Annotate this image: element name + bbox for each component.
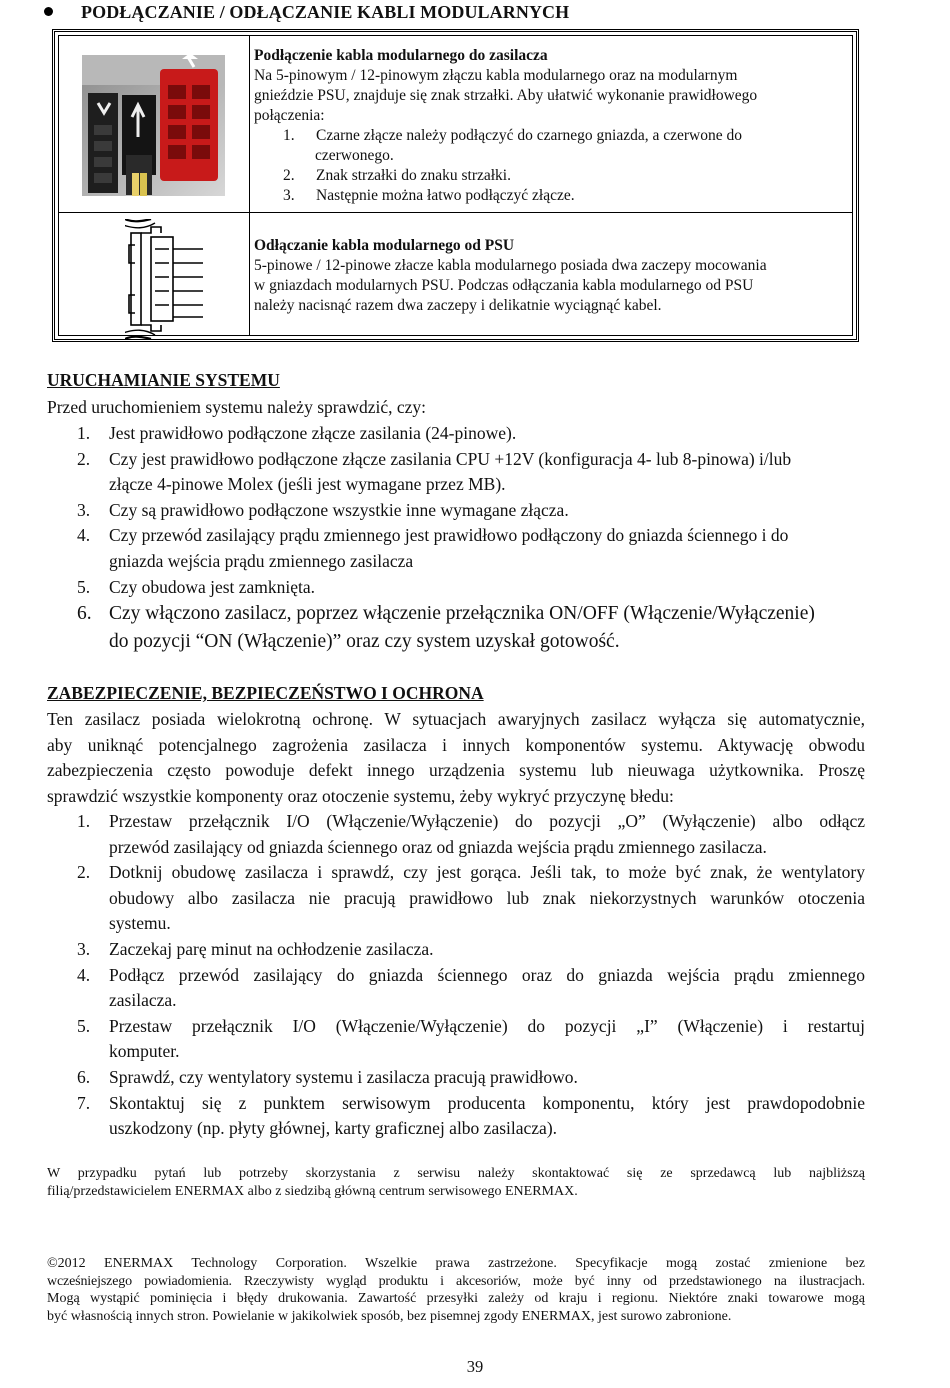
list-item bbox=[254, 186, 757, 206]
text-line: zasilacza. bbox=[109, 990, 177, 1011]
list-item bbox=[47, 860, 865, 937]
item-number: 4. bbox=[77, 525, 91, 546]
item-number: 6. bbox=[77, 1066, 91, 1087]
connect-instructions bbox=[254, 46, 757, 206]
list-item bbox=[47, 937, 865, 963]
text-line: ©2012 ENERMAX Technology Corporation. Wszelkie prawa zastrzeżone. Specyfikacje mogą zostać zmienione bez bbox=[47, 1256, 865, 1271]
page-number: 39 bbox=[466, 1357, 484, 1376]
text-line: wcześniejszego powiadomienia. Rzeczywisty wygląd produktu i akcesoriów, może być inny od przedstawionego na ilustracjach. bbox=[47, 1273, 865, 1289]
contact-note bbox=[47, 1165, 865, 1200]
list-item bbox=[254, 166, 757, 186]
connect-steps bbox=[254, 126, 757, 206]
text-line: obudowy albo zasilacza nie pracują prawidłowo lub znak niekorzystnych warunków otoczenia bbox=[109, 887, 865, 908]
text-line: Czy włączono zasilacz, poprzez włączenie przełącznika ON/OFF (Włączenie/Wyłączenie) bbox=[109, 603, 815, 625]
text-line: gniazda wejścia prądu zmiennego zasilacza bbox=[109, 550, 414, 571]
item-number: 7. bbox=[77, 1092, 91, 1113]
text-line: być własnością innych stron. Powielanie w jakikolwiek sposób, bez pisemnej zgody ENERMAX, jest surowo zabronione. bbox=[47, 1308, 732, 1324]
text-line: Mogą wystąpić pominięcia i błędy drukowania. Zawartość przesyłki zależy od kraju i regionu. Niektóre znaki towarowe mogą bbox=[47, 1291, 865, 1306]
text-line: Na 5-pinowym / 12-pinowym złączu kabla modularnego oraz na modularnym bbox=[254, 67, 738, 84]
item-number: 3. bbox=[77, 499, 91, 520]
list-item bbox=[47, 421, 865, 447]
text-line: należy nacisnąć razem dwa zaczepy i delikatnie wyciągnąć kabel. bbox=[254, 297, 662, 314]
text-line: sprawdzić wszystkie komponenty oraz otoczenie systemu, żeby wykryć przyczynę błedu: bbox=[47, 785, 674, 806]
item-number: 3. bbox=[283, 187, 295, 204]
item-number: 5. bbox=[77, 1015, 91, 1036]
item-number: 1. bbox=[77, 423, 91, 443]
item-number: 4. bbox=[77, 964, 91, 985]
disconnect-title: Odłączanie kabla modularnego od PSU bbox=[254, 237, 515, 254]
text-line: zabezpieczenia często powoduje defekt innego urządzenia systemu lub nieuwaga użytkownika. Proszę bbox=[47, 760, 865, 781]
list-item bbox=[47, 1065, 865, 1091]
text-line: Znak strzałki do znaku strzałki. bbox=[316, 167, 511, 184]
item-number: 2. bbox=[77, 448, 91, 469]
text-line: Ten zasilacz posiada wielokrotną ochronę. W sytuacjach awaryjnych zasilacz wyłącza się automatycznie, bbox=[47, 709, 865, 729]
text-line: Dotknij obudowę zasilacza i sprawdź, czy jest gorąca. Jeśli tak, to może być znak, że wentylatory bbox=[109, 862, 865, 883]
text-line: W przypadku pytań lub potrzeby skorzystania z serwisu należy skontaktować się ze sprzedawcą lub najbliższą bbox=[47, 1166, 865, 1181]
list-item bbox=[47, 575, 865, 601]
list-item bbox=[254, 126, 757, 166]
text-line: Podłącz przewód zasilający do gniazda ściennego oraz do gniazda wejścia prądu zmiennego bbox=[109, 964, 865, 985]
text-line: połączenia: bbox=[254, 107, 325, 124]
protection-checklist bbox=[47, 809, 865, 1142]
text-line: Czy są prawidłowo podłączone wszystkie inne wymagane złącza. bbox=[109, 499, 569, 520]
text-line: uszkodzony (np. płyty głównej, karty graficznej albo zasilacza). bbox=[109, 1118, 558, 1139]
text-line: gnieździe PSU, znajduje się znak strzałki. Aby ułatwić wykonanie prawidłowego bbox=[254, 87, 758, 104]
text-line: czerwonego. bbox=[315, 147, 394, 164]
list-item bbox=[47, 963, 865, 1014]
list-item bbox=[47, 809, 865, 860]
text-line: filią/przedstawicielem ENERMAX albo z siedzibą główną centrum serwisowego ENERMAX. bbox=[47, 1183, 578, 1199]
list-item bbox=[47, 447, 865, 498]
text-line: Czarne złącze należy podłączyć do czarnego gniazda, a czerwone do bbox=[316, 127, 742, 144]
section-heading-modular-cables bbox=[44, 2, 569, 23]
connector-photo bbox=[82, 55, 225, 196]
startup-checklist bbox=[47, 421, 865, 656]
text-line: Następnie można łatwo podłączyć złącze. bbox=[316, 187, 575, 204]
disconnect-instructions bbox=[254, 236, 767, 316]
copyright-notice bbox=[47, 1255, 865, 1325]
startup-intro: Przed uruchomieniem systemu należy sprawdzić, czy: bbox=[47, 397, 427, 417]
list-item bbox=[47, 600, 865, 656]
startup-title: URUCHAMIANIE SYSTEMU bbox=[47, 370, 280, 390]
text-line: systemu. bbox=[109, 913, 171, 934]
text-line: aby uniknąć potencjalnego zagrożenia zasilacza i innych komponentów systemu. Aktywację obwodu bbox=[47, 734, 865, 755]
text-line: komputer. bbox=[109, 1041, 180, 1062]
text-line: w gniazdach modularnych PSU. Podczas odłączania kabla modularnego od PSU bbox=[254, 277, 754, 294]
list-item bbox=[47, 1014, 865, 1065]
text-line: Jest prawidłowo podłączone złącze zasilania (24-pinowe). bbox=[109, 423, 517, 443]
text-line: 5-pinowe / 12-pinowe złacze kabla modularnego posiada dwa zaczepy mocowania bbox=[254, 257, 767, 274]
text-line: złącze 4-pinowe Molex (jeśli jest wymagane przez MB). bbox=[109, 474, 506, 495]
connect-title: Podłączenie kabla modularnego do zasilacza bbox=[254, 47, 548, 64]
text-line: Sprawdź, czy wentylatory systemu i zasilacza pracują prawidłowo. bbox=[109, 1066, 578, 1087]
item-number: 1. bbox=[77, 811, 91, 831]
item-number: 6. bbox=[77, 603, 92, 625]
heading-text: PODŁĄCZANIE / ODŁĄCZANIE KABLI MODULARNYCH bbox=[81, 2, 570, 22]
protection-title: ZABEZPIECZENIE, BEZPIECZEŃSTWO I OCHRONA bbox=[47, 683, 484, 703]
item-number: 2. bbox=[77, 862, 91, 883]
text-line: Czy obudowa jest zamknięta. bbox=[109, 576, 316, 597]
list-item bbox=[47, 498, 865, 524]
item-number: 1. bbox=[283, 127, 295, 144]
item-number: 2. bbox=[283, 167, 295, 184]
bullet-icon bbox=[44, 7, 53, 16]
item-number: 3. bbox=[77, 938, 91, 959]
text-line: Przestaw przełącznik I/O (Włączenie/Wyłączenie) do pozycji „O” (Wyłączenie) albo odłącz bbox=[109, 811, 865, 831]
modular-cable-table bbox=[52, 29, 859, 342]
protection-intro bbox=[47, 707, 865, 809]
text-line: Zaczekaj parę minut na ochłodzenie zasilacza. bbox=[109, 938, 434, 959]
list-item bbox=[47, 523, 865, 574]
text-line: Skontaktuj się z punktem serwisowym producenta komponentu, który jest prawdopodobnie bbox=[109, 1092, 865, 1113]
text-line: Czy przewód zasilający prądu zmiennego jest prawidłowo podłączony do gniazda ściennego i do bbox=[109, 525, 789, 546]
text-line: Przestaw przełącznik I/O (Włączenie/Wyłączenie) do pozycji „I” (Włączenie) i restartuj bbox=[109, 1015, 865, 1036]
item-number: 5. bbox=[77, 576, 91, 597]
list-item bbox=[47, 1091, 865, 1142]
connector-drawing bbox=[125, 219, 203, 339]
text-line: do pozycji “ON (Włączenie)” oraz czy system uzyskał gotowość. bbox=[109, 631, 620, 653]
text-line: Czy jest prawidłowo podłączone złącze zasilania CPU +12V (konfiguracja 4- lub 8-pinowa) i/lub bbox=[109, 448, 792, 469]
text-line: przewód zasilający od gniazda ściennego oraz od gniazda wejścia prądu zmiennego zasilacza. bbox=[109, 836, 767, 857]
